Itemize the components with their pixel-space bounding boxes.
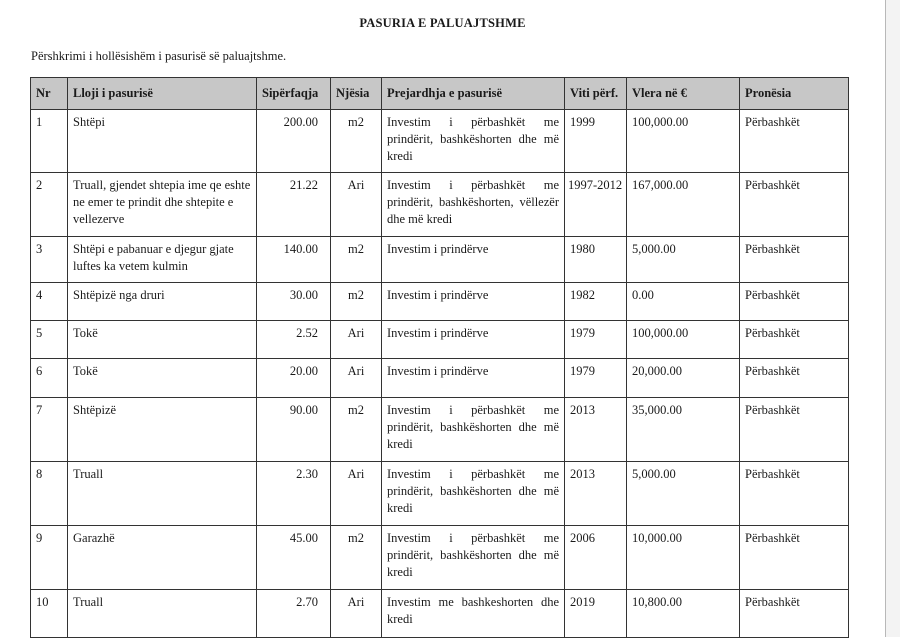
cell-type: Shtëpi e pabanuar e djegur gjate luftes ka vetem kulmin — [68, 237, 257, 283]
header-type: Lloji i pasurisë — [68, 78, 257, 110]
cell-nr: 1 — [31, 110, 68, 173]
cell-area: 90.00 — [257, 398, 331, 462]
cell-type: Truall — [68, 590, 257, 638]
page-margin — [886, 0, 900, 637]
table-row — [31, 590, 849, 638]
table-row — [31, 321, 849, 359]
header-value: Vlera në € — [627, 78, 740, 110]
table-header-row — [31, 78, 849, 110]
cell-ownership: Përbashkët — [740, 173, 849, 237]
cell-ownership: Përbashkët — [740, 462, 849, 526]
cell-origin: Investim i prindërve — [382, 321, 565, 359]
cell-year: 1979 — [565, 321, 627, 359]
property-table — [30, 77, 849, 638]
cell-type: Shtëpi — [68, 110, 257, 173]
cell-origin: Investim i prindërve — [382, 237, 565, 283]
cell-unit: m2 — [331, 237, 382, 283]
cell-year: 2013 — [565, 462, 627, 526]
cell-nr: 5 — [31, 321, 68, 359]
cell-unit: m2 — [331, 110, 382, 173]
cell-type: Truall, gjendet shtepia ime qe eshte ne emer te prindit dhe shtepite e vellezerve — [68, 173, 257, 237]
header-origin: Prejardhja e pasurisë — [382, 78, 565, 110]
cell-year: 2013 — [565, 398, 627, 462]
cell-area: 30.00 — [257, 283, 331, 321]
cell-type: Tokë — [68, 321, 257, 359]
cell-value: 0.00 — [627, 283, 740, 321]
table-row — [31, 398, 849, 462]
cell-year: 2006 — [565, 526, 627, 590]
cell-nr: 7 — [31, 398, 68, 462]
cell-type: Garazhë — [68, 526, 257, 590]
cell-origin: Investim i përbashkët me prindërit, bashkëshorten, vëllezër dhe më kredi — [382, 173, 565, 237]
cell-area: 45.00 — [257, 526, 331, 590]
cell-nr: 9 — [31, 526, 68, 590]
cell-area: 200.00 — [257, 110, 331, 173]
cell-nr: 3 — [31, 237, 68, 283]
cell-type: Shtëpizë nga druri — [68, 283, 257, 321]
cell-year: 1979 — [565, 359, 627, 398]
cell-ownership: Përbashkët — [740, 398, 849, 462]
cell-ownership: Përbashkët — [740, 237, 849, 283]
cell-ownership: Përbashkët — [740, 283, 849, 321]
cell-nr: 8 — [31, 462, 68, 526]
cell-unit: Ari — [331, 321, 382, 359]
cell-year: 1982 — [565, 283, 627, 321]
cell-type: Shtëpizë — [68, 398, 257, 462]
cell-origin: Investim i prindërve — [382, 359, 565, 398]
table-row — [31, 173, 849, 237]
table-row — [31, 359, 849, 398]
cell-ownership: Përbashkët — [740, 590, 849, 638]
cell-unit: Ari — [331, 590, 382, 638]
cell-type: Truall — [68, 462, 257, 526]
header-area: Sipërfaqja — [257, 78, 331, 110]
cell-value: 10,000.00 — [627, 526, 740, 590]
cell-unit: m2 — [331, 283, 382, 321]
cell-area: 2.70 — [257, 590, 331, 638]
cell-nr: 2 — [31, 173, 68, 237]
table-row — [31, 526, 849, 590]
table-row — [31, 110, 849, 173]
table-row — [31, 237, 849, 283]
cell-year: 1980 — [565, 237, 627, 283]
cell-origin: Investim i përbashkët me prindërit, bashkëshorten dhe më kredi — [382, 462, 565, 526]
document-title: PASURIA E PALUAJTSHME — [359, 16, 526, 30]
cell-ownership: Përbashkët — [740, 526, 849, 590]
header-nr: Nr — [31, 78, 68, 110]
cell-unit: m2 — [331, 526, 382, 590]
cell-nr: 6 — [31, 359, 68, 398]
cell-area: 2.30 — [257, 462, 331, 526]
cell-value: 5,000.00 — [627, 237, 740, 283]
cell-unit: Ari — [331, 462, 382, 526]
cell-value: 5,000.00 — [627, 462, 740, 526]
cell-area: 20.00 — [257, 359, 331, 398]
cell-origin: Investim i përbashkët me prindërit, bashkëshorten dhe më kredi — [382, 110, 565, 173]
cell-year: 1999 — [565, 110, 627, 173]
table-row — [31, 462, 849, 526]
cell-area: 140.00 — [257, 237, 331, 283]
header-unit: Njësia — [331, 78, 382, 110]
cell-area: 21.22 — [257, 173, 331, 237]
cell-value: 167,000.00 — [627, 173, 740, 237]
cell-year: 1997-2012 — [565, 173, 627, 237]
cell-area: 2.52 — [257, 321, 331, 359]
cell-unit: Ari — [331, 173, 382, 237]
cell-nr: 10 — [31, 590, 68, 638]
cell-value: 35,000.00 — [627, 398, 740, 462]
cell-origin: Investim i përbashkët me prindërit, bashkëshorten dhe më kredi — [382, 398, 565, 462]
document-subtitle: Përshkrimi i hollësishëm i pasurisë së paluajtshme. — [31, 49, 287, 63]
cell-unit: Ari — [331, 359, 382, 398]
cell-value: 100,000.00 — [627, 321, 740, 359]
cell-ownership: Përbashkët — [740, 321, 849, 359]
cell-value: 20,000.00 — [627, 359, 740, 398]
cell-origin: Investim i prindërve — [382, 283, 565, 321]
cell-unit: m2 — [331, 398, 382, 462]
cell-year: 2019 — [565, 590, 627, 638]
cell-origin: Investim i përbashkët me prindërit, bashkëshorten dhe më kredi — [382, 526, 565, 590]
table-row — [31, 283, 849, 321]
cell-ownership: Përbashkët — [740, 359, 849, 398]
header-year: Viti përf. — [565, 78, 627, 110]
cell-type: Tokë — [68, 359, 257, 398]
cell-origin: Investim me bashkeshorten dhe kredi — [382, 590, 565, 638]
header-ownership: Pronësia — [740, 78, 849, 110]
cell-ownership: Përbashkët — [740, 110, 849, 173]
cell-value: 100,000.00 — [627, 110, 740, 173]
cell-value: 10,800.00 — [627, 590, 740, 638]
cell-nr: 4 — [31, 283, 68, 321]
